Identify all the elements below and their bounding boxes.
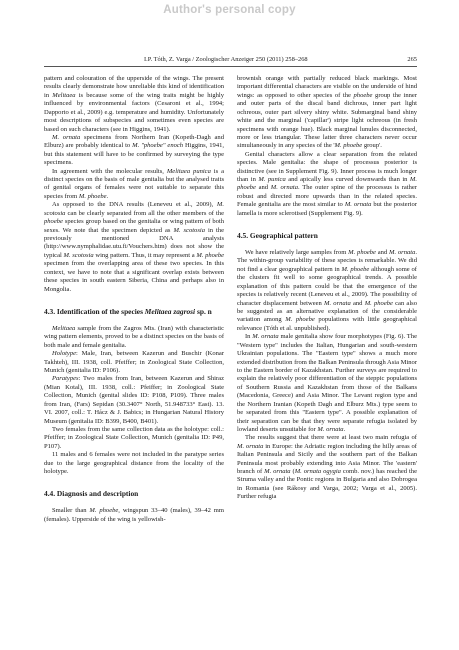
text-run: Two females from the same collection data as the holotype: coll.: Pfeiffer; in Zoological State Collection, Munich (genitalia ID: P49, P107).: [44, 425, 224, 450]
text-run: : Male, Iran, between Kazerun and Buschir (Konar Takhteh), III. 1938, coll. Pfeiffer; in Zoological State Collection, Munich (genitalia ID: P106).: [44, 350, 224, 374]
text-run: can be clearly separated from all the other members of the: [65, 209, 224, 217]
text-run: and: [350, 299, 365, 307]
italic-text: M. phoebe: [341, 265, 370, 273]
paragraph: [237, 75, 417, 151]
italic-text: M. phoebe: [78, 192, 107, 200]
italic-text: M. "phoebe" enoch: [132, 142, 184, 150]
paragraph: [237, 151, 417, 218]
italic-text: M. ornata: [52, 133, 81, 141]
paragraph: [44, 350, 224, 375]
text-run: brownish orange with partially reduced black markings. Most important differential characters are visible on the underside of hind wings: as opposed to other species of the: [237, 75, 417, 99]
text-run: Higgins, 1941, but this statement will have to be confirmed by surveying the type specimens.: [44, 142, 225, 167]
text-run: in Europe: the Adriatic region including the hilly areas of Italian Peninsula and Sicily and the southern part of the Balkan Peninsula most probably extending into Asia Minor. The 'eastern' branch of: [237, 442, 417, 476]
italic-text: Melitaea: [52, 91, 76, 99]
left-column: [44, 75, 224, 524]
page-number: 265: [407, 56, 417, 63]
italic-text: M. ornata: [270, 184, 298, 192]
text-run: Smaller than: [52, 507, 90, 515]
text-run: As opposed to the DNA results (Leneveu et al., 2009),: [52, 201, 217, 209]
text-run: species group based on the genitalia or wing pattern of both sexes. We note that the specimen depicted as: [44, 218, 224, 234]
section-heading-4-3: [44, 307, 224, 317]
text-run: sp. n: [195, 306, 212, 316]
italic-text: M. ornata: [237, 442, 264, 450]
italic-text: Paratypes: [52, 375, 79, 383]
text-run: in the previously mentioned DNA analysis (http://www.nymphalidae.utu.fi/Vouchers.htm) does not show the typical: [44, 226, 225, 259]
text-run: specimens from Northern Iran (Kopeth-Dagh and Elburz) are probably identical to: [44, 133, 224, 150]
header-rule: [44, 66, 417, 67]
italic-text: phoebe: [353, 91, 373, 99]
paragraph: [237, 333, 417, 434]
section-heading-4-5: [237, 231, 417, 241]
text-run: Genital characters allow a clear separation from the related species. Male genitalia: the shape of processus posterior is distinctive (see in Supplement Fig. 9). Inner process is much longer than in: [237, 150, 417, 184]
paragraph: [44, 201, 224, 294]
text-run: The results suggest that there were at least two main refugia of: [245, 434, 417, 442]
italic-text: M. phoebe: [285, 316, 315, 324]
text-run: and apically less curved downwards than in: [285, 176, 410, 184]
text-run: and: [255, 184, 271, 192]
paragraph: [44, 75, 224, 134]
italic-text: M. scotosia: [173, 226, 205, 234]
text-run: 4.3. Identification of the species: [44, 306, 145, 316]
text-run: .: [343, 425, 346, 433]
paragraph: [44, 507, 224, 524]
right-column: [237, 75, 417, 502]
text-run: sample from the Zagros Mts. (Iran) with characteristic wing pattern elements, proved to be a distinct species on the basis of both male and female genitalia.: [44, 324, 224, 349]
italic-text: M. ornata: [252, 333, 279, 341]
section-heading-4-4: [44, 489, 224, 499]
text-run: group'.: [362, 142, 382, 150]
italic-text: M. ornata: [317, 425, 344, 433]
text-run: , wingspun 33–40 (males), 39–42 mm (females). Upperside of the wing is yellowish-: [44, 507, 224, 523]
paragraph: [237, 434, 417, 501]
text-run: wing pattern. Thus, it may represent a: [93, 251, 197, 259]
text-run: but the posterior lamella is more sclerotised (Supplement Fig. 9).: [237, 201, 418, 217]
italic-text: M. phoebe: [89, 507, 119, 515]
paragraph: [44, 426, 224, 451]
text-run: specimen from the overlapping area of these two species. In this context, we have to note that a significant overlap exists between these species in south eastern Siberia, China and perhaps also in Mongolia.: [44, 260, 224, 293]
italic-text: M. scotosia: [63, 251, 94, 259]
text-run: In agreement with the molecular results,: [52, 167, 167, 175]
italic-text: M. ornata: [324, 299, 351, 307]
text-run: .: [106, 192, 109, 200]
italic-text: M. phoebe: [334, 142, 363, 150]
paragraph: [44, 451, 224, 476]
text-run: 11 males and 6 females were not included in the paratype series due to the large geographical distance from the locality of the holotype.: [44, 451, 224, 476]
text-run: 4.4. Diagnosis and description: [44, 489, 139, 499]
italic-text: M. phoebe: [348, 249, 376, 257]
italic-text: M. phoebe: [237, 176, 417, 192]
running-head-citation: I.P. Tóth, Z. Varga / Zoologischer Anzeiger 250 (2011) 258–268: [144, 56, 308, 63]
italic-text: M. phoebe: [196, 251, 225, 259]
text-run: male genitalia show four morphotypes (Fig. 6). The "Western type" includes the Italian, Hungarian and south-western Ukrainian populations. The "Eastern type" shows a much more extended distribution from the Balkan Peninsula through Asia Minor to the Eastern border of Kazakhstan. Further surveys are required to explain the relatively poor differentiation of the steppic populations of Southern Russia and Kazakhstan from those of the Balkans (Macedonia, Greece) and Asia Minor. The Levant region type and the Northern Iranian (Kopeth Dagh and Elburz Mts.) type seem to be separated from this "Eastern type". A possible explanation of their separation can be that they were separate refugia isolated by lowland deserts unsuitable for: [237, 333, 418, 433]
text-run: 4.5. Geographical pattern: [237, 231, 318, 241]
text-run: can also be suggested as an alternative explanation of the considerable variation among: [237, 299, 417, 324]
text-run: . The outer spine of the processus is rather robust and directed more upwards than in the related species. Female genitalia are the most similar to: [237, 184, 417, 209]
italic-text: Melitaea: [52, 324, 76, 332]
paragraph: [44, 325, 224, 350]
text-run: In: [245, 333, 253, 341]
italic-text: M. ornata ogygia: [294, 468, 341, 476]
text-run: . The within-group variability of these species is remarkable. We did not find a clear geographical pattern in: [237, 249, 417, 273]
italic-text: M. ornata: [264, 468, 291, 476]
text-run: group the inner and outer parts of the discal band dichrous, inner part light ochreous, outer part silvery shiny white. Submarginal band shiny white and the marginal ('capillar') stripe light ochreous (in fresh specimens with orange hue). Black marginal lunules disconnected, more or less triangular. These latter three characters never occur simultaneously in any species of the ': [237, 91, 417, 150]
text-run: : Two males from Iran, between Kazerun and Shiraz (Mian Kotal), III. 1938, coll.: Pfeiffer; in Zoological State Collection, Munich (genital slides ID: P108, P109). Three males from Iran, (Fars) Sepidan (30.3407° North, 51.948733° East). 13. VI. 2007, coll.: T. Hácz & J. Babics; in Hungarian Natural History Museum (genitalia ID: B399, B400, B401).: [44, 375, 224, 425]
text-run: pattern and colouration of the upperside of the wings. The present results clearly demonstrate how unreliable this kind of identification in: [44, 75, 224, 99]
italic-text: M. ornata: [344, 201, 372, 209]
italic-text: M. phoebe: [364, 299, 393, 307]
text-run: (: [290, 468, 295, 476]
paragraph: [237, 249, 417, 333]
paragraph: [44, 134, 224, 168]
text-run: is a distinct species on the basis of male genitalia but the analysed traits of genital organs of females were not suitable to separate this species from: [44, 167, 225, 200]
italic-text: M. scotosia: [44, 201, 224, 217]
italic-text: Holotype: [52, 350, 76, 358]
italic-text: Melitaea zagrosi: [144, 306, 196, 316]
paragraph: [44, 375, 224, 426]
text-run: We have relatively large samples from: [245, 249, 349, 257]
italic-text: M. ornata: [389, 249, 416, 257]
text-run: comb. nov.) has reached the Struma valley and the Pontic regions in Bulgaria and also Dobrogea in Romania (see Rákosy and Varga, 2002; Varga et al., 2005). Further refugia: [237, 468, 417, 501]
italic-text: M. punica: [258, 176, 286, 184]
italic-text: Melitaea punica: [166, 167, 211, 175]
text-run: populations with little geographical relevance (Tóth et al. unpublished).: [237, 316, 417, 332]
italic-text: phoebe: [44, 218, 63, 226]
watermark: Author's personal copy: [163, 4, 296, 16]
text-run: is because some of the wing traits might be highly influenced by environmental factors (Cesaroni et al., 1994; Dapporto et al., 2009) e.g. temperature and humidity. Unfortunately most descriptions of subspecies and sometimes even species are based on such characters (see in Higgins, 1941).: [44, 91, 224, 133]
text-run: although some of the clusters fit well to some geographical trends. A possible explanation of this pattern could be that the emergence of the species is relatively recent (Leneveu et al., 2009). The possibility of character displacement between: [237, 265, 417, 307]
paragraph: [44, 168, 224, 202]
text-run: and: [375, 249, 390, 257]
